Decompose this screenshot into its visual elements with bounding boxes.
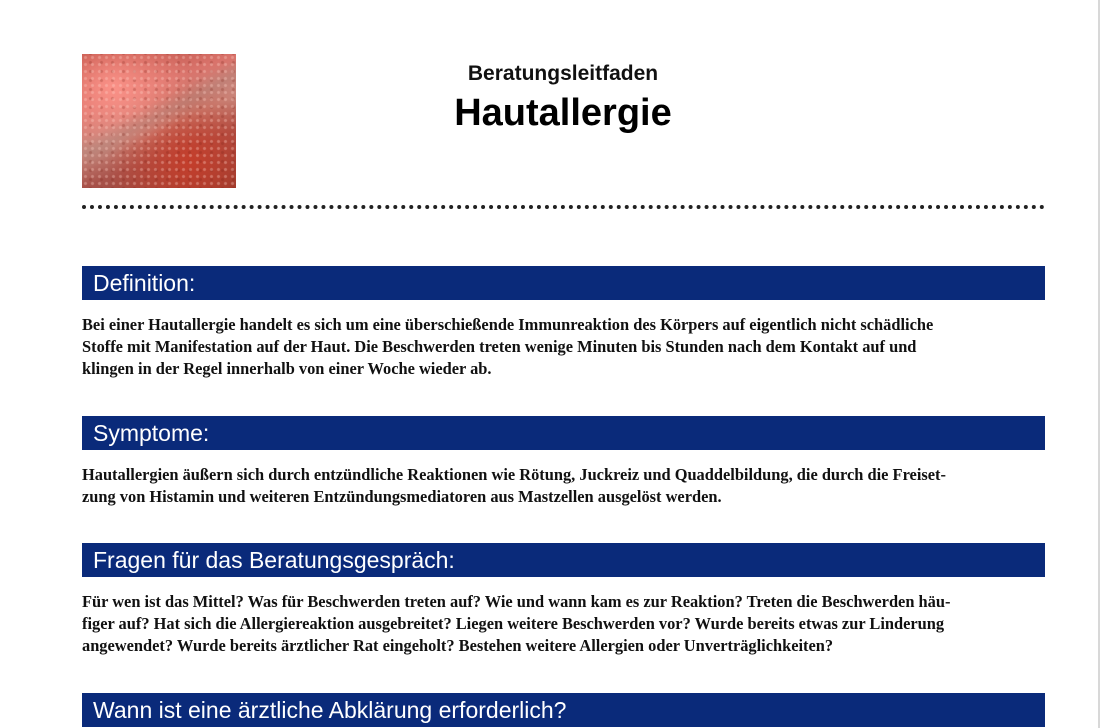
text-line: angewendet? Wurde bereits ärztlicher Rat eingeholt? Bestehen weitere Allergien oder Unverträglichkeiten? — [82, 636, 834, 655]
text-line: figer auf? Hat sich die Allergiereaktion ausgebreitet? Liegen weitere Beschwerden vor? Wurde bereits etwas zur Linderung — [82, 614, 945, 633]
section-heading-arzt: Wann ist eine ärztliche Abklärung erforderlich? — [82, 693, 1045, 727]
text-line: Für wen ist das Mittel? Was für Beschwerden treten auf? Wie und wann kam es zur Reaktion? Treten die Beschwerden häu- — [82, 592, 951, 611]
dotted-divider — [82, 205, 1045, 209]
document-subtitle: Beratungsleitfaden — [467, 62, 659, 85]
skin-rash-image — [82, 54, 236, 188]
document-title: Hautallergie — [454, 92, 672, 134]
skin-texture — [82, 54, 236, 188]
section-heading-symptome: Symptome: — [82, 416, 1045, 450]
section-heading-definition: Definition: — [82, 266, 1045, 300]
text-line: Stoffe mit Manifestation auf der Haut. Die Beschwerden treten wenige Minuten bis Stunden nach dem Kontakt auf und — [82, 337, 917, 356]
text-line: Bei einer Hautallergie handelt es sich um eine überschießende Immunreaktion des Körpers auf eigentlich nicht schädliche — [82, 315, 934, 334]
section-body-symptome — [82, 464, 1045, 508]
text-line: Hautallergien äußern sich durch entzündliche Reaktionen wie Rötung, Juckreiz und Quaddelbildung, die durch die Freiset- — [82, 465, 946, 484]
section-body-definition — [82, 314, 1045, 380]
text-line: zung von Histamin und weiteren Entzündungsmediatoren aus Mastzellen ausgelöst werden. — [82, 487, 722, 506]
section-heading-fragen: Fragen für das Beratungsgespräch: — [82, 543, 1045, 577]
section-body-fragen — [82, 591, 1045, 657]
text-line: klingen in der Regel innerhalb von einer Woche wieder ab. — [82, 359, 492, 378]
